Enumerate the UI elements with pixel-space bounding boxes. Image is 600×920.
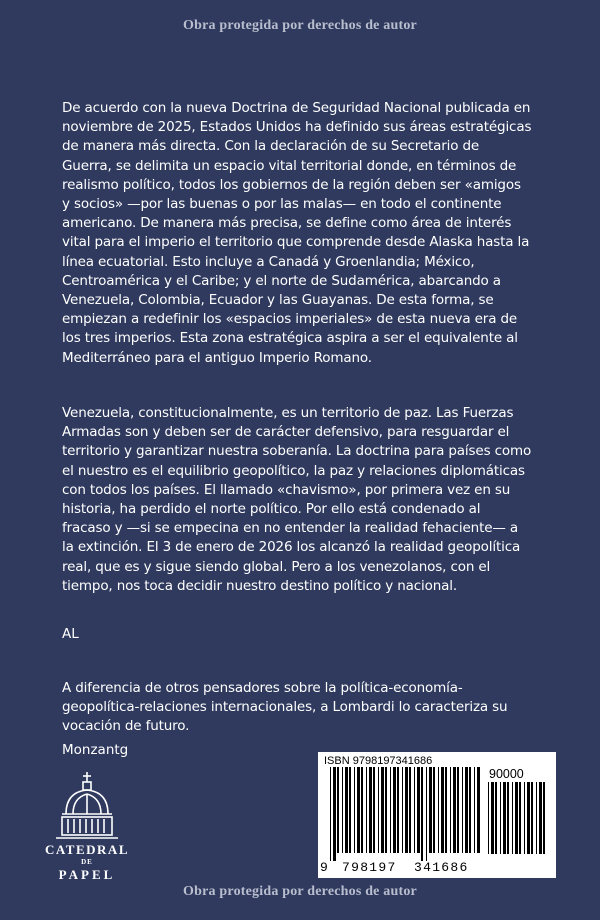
blurb-paragraph-1: De acuerdo con la nueva Doctrina de Seguridad Nacional publicada en noviembre de 2025, Estados Unidos ha definido sus áreas estratégicas de manera más directa. Con la declaración de su Secretario de Guerra, se delimita un espacio vital territorial donde, en términos de realismo político, todos los gobiernos de la región deben ser «amigos y socios» —por las buenas o por las malas— en todo el continente americano. De manera más precisa, se define como área de interés vital para el imperio el territorio que comprende desde Alaska hasta la línea ecuatorial. Esto incluye a Canadá y Groenlandia; México, Centroamérica y el Caribe; y el norte de Sudamérica, abarcando a Venezuela, Colombia, Ecuador y las Guayanas. De esta forma, se empiezan a redefinir los «espacios imperiales» de esta nueva era de los tres imperios. Esta zona estratégica aspira a ser el equivalente al Mediterráneo para el antiguo Imperio Romano. [62,100,532,366]
publisher-name-line2: DE [81,858,93,866]
signature-al: AL [62,626,79,642]
barcode-digits-group1: 798197 [342,860,397,875]
publisher-logo [42,770,132,882]
blurb-paragraph-2: Venezuela, constitucionalmente, es un territorio de paz. Las Fuerzas Armadas son y deben ser de carácter defensivo, para resguardar el territorio y garantizar nuestra soberanía. La doctrina para países como el nuestro es el equilibrio geopolítico, la paz y relaciones diplomáticas con todos los países. El llamado «chavismo», por primera vez en su historia, ha perdido el norte político. Por ello está condenado al fracaso y —si se empecina en no entender la realidad fehaciente— a la extinción. El 3 de enero de 2026 los alcanzó la realidad geopolítica real, que es y sigue siendo global. Pero a los venezolanos, con el tiempo, nos toca decidir nuestro destino político y nacional. [62,405,532,594]
barcode-digits-group2: 341686 [414,860,469,875]
barcode-addon-bars [488,782,546,862]
publisher-name-line1: CATEDRAL [45,842,129,857]
copyright-watermark-bottom: Obra protegida por derechos de autor [183,884,417,899]
barcode-digit-first: 9 [320,860,330,875]
price-code: 90000 [489,767,524,781]
isbn-label: ISBN 9798197341686 [324,755,433,767]
isbn-barcode [318,752,556,878]
copyright-watermark-top: Obra protegida por derechos de autor [183,18,417,33]
cathedral-dome-icon [42,770,132,842]
signature-monzantg: Monzantg [62,742,129,758]
publisher-name-line3: PAPEL [58,867,116,882]
barcode-main-bars [330,767,480,861]
blurb-paragraph-3: A diferencia de otros pensadores sobre la política-economía-geopolítica-relaciones internacionales, a Lombardi lo caracteriza su vocación de futuro. [62,680,508,735]
